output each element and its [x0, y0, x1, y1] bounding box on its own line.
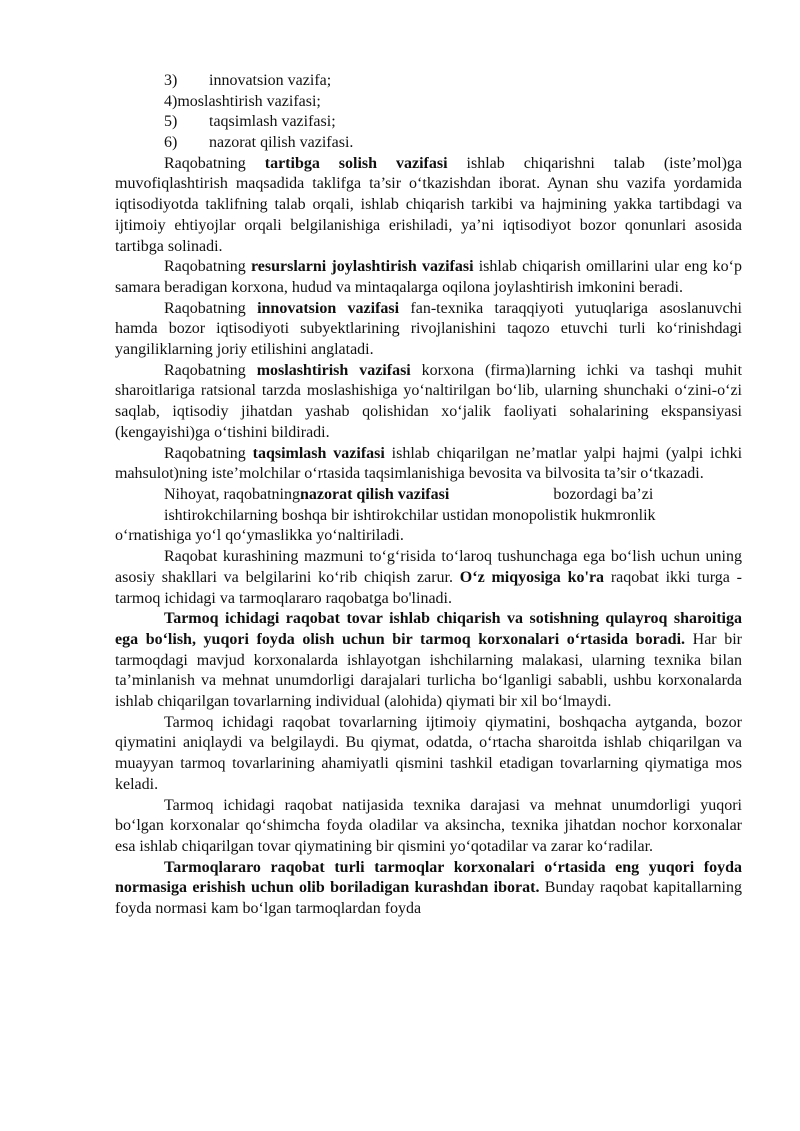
list-number: 5)	[164, 113, 178, 131]
paragraph-intra-industry: Tarmoq ichidagi raqobat tovar ishlab chiqarish va sotishning qulayroq sharoitiga ega bo‘lish, yuqori foyda olish uchun bir tarmoq korxonalari o‘rtasida boradi. Har bir tarmoqdagi mavjud korxonalarda ishlayotgan ishchilarning malakasi, ularning texnika bilan ta’minlanish va mehnat unumdorligi darajalari turlicha bo‘lganligi sababli, ushbu korxonalarda ishlab chiqarilgan tovarlarning individual (alohida) qiymati bir xil bo‘lmaydi.	[115, 610, 742, 711]
paragraph-regulation: Raqobatning tartibga solish vazifasi ishlab chiqarishni talab (iste’mol)ga muvofiqlashtirish maqsadida taklifga ta’sir o‘tkazishdan iborat. Aynan shu vazifa yordamida iqtisodiyotda taklifning talab orqali, ishlab chiqarish tarkibi va hajmining yakka tartibdagi va ijtimoiy ehtiyojlar orqali belgilanishiga erishiladi, ya’ni iqtisodiyot bozor qonunlari asosida tartibga solinadi.	[115, 154, 743, 255]
term: tartibga solish vazifasi	[264, 154, 448, 172]
term: taqsimlash vazifasi	[252, 444, 385, 462]
list-number: 6)	[164, 134, 178, 152]
paragraph-forms: Raqobat kurashining mazmuni to‘g‘risida to‘laroq tushunchaga ega bo‘lish uchun uning asosiy shakllari va belgilarini ko‘rib chiqish zarur. O‘z miqyosiga ko'ra raqobat ikki turga - tarmoq ichidagi va tarmoqlararo raqobatga bo'linadi.	[115, 548, 742, 607]
paragraph-inter-industry: Tarmoqlararo raqobat turli tarmoqlar korxonalari o‘rtasida eng yuqori foyda normasiga erishish uchun olib boriladigan kurashdan iborat. Bunday raqobat kapitallarning foyda normasi kam bo‘lgan tarmoqlardan foyda	[115, 858, 743, 918]
term: innovatsion vazifasi	[257, 299, 400, 317]
term: resurslarni joylashtirish vazifasi	[250, 258, 474, 276]
term: Tarmoqlararo raqobat turli tarmoqlar korxonalari o‘rtasida eng yuqori foyda normasiga erishish uchun olib boriladigan kurashdan iborat.	[115, 858, 742, 897]
term: Tarmoq ichidagi raqobat tovar ishlab chiqarish va sotishning qulayroq sharoitiga ega bo‘lish, yuqori foyda olish uchun bir tarmoq korxonalari o‘rtasida boradi.	[115, 610, 742, 648]
term: nazorat qilish vazifasi	[299, 486, 450, 503]
paragraph-result: Tarmoq ichidagi raqobat natijasida texnika darajasi va mehnat unumdorligi yuqori bo‘lgan korxonalar qo‘shimcha foyda oladilar va aksincha, texnika jihatdan nochor korxonalar esa ishlab chiqarilgan tovar qiymatining bir qismini yo‘qotadilar va zarar ko‘radilar.	[115, 796, 742, 855]
list-text: innovatsion vazifa;	[209, 72, 332, 89]
term: moslashtirish vazifasi	[256, 361, 411, 379]
list-number: 3)	[164, 72, 178, 89]
list-text: moslashtirish vazifasi;	[177, 92, 321, 110]
list-number: 4)	[164, 92, 178, 110]
paragraph-adaptation: Raqobatning moslashtirish vazifasi korxona (firma)larning ichki va tashqi muhit sharoitlariga ratsional tarzda moslashishiga yo‘naltirilgan bo‘lib, ularning shunchaki o‘zini-o‘zi saqlab, iqtisodiy jihatdan yashab qolishidan xo‘jalik faoliyati sohalarining ekspansiyasi (kengayishi)ga o‘tishini bildiradi.	[115, 361, 743, 441]
list-item	[115, 112, 742, 133]
list-text: taqsimlash vazifasi;	[209, 113, 336, 131]
paragraph-distribution: Raqobatning taqsimlash vazifasi ishlab chiqarilgan ne’matlar yalpi hajmi (yalpi ichki mahsulot)ning iste’molchilar o‘rtasida taqsimlanishiga bevosita va bilvosita ta’sir o‘tkazadi.	[115, 444, 743, 483]
paragraph-social-value: Tarmoq ichidagi raqobat tovarlarning ijtimoiy qiymatini, boshqacha aytganda, bozor qiymatini aniqlaydi va belgilaydi. Bu qiymat, odatda, o‘rtacha sharoitda ishlab chiqarilgan va muayyan tarmoq tovarlarining ahamiyatli qismini tashkil etadigan tovarlarning qiymatiga mos keladi.	[115, 713, 742, 793]
paragraph-resources: Raqobatning resurslarni joylashtirish vazifasi ishlab chiqarish omillarini ular eng ko‘p samara beradigan korxona, hudud va mintaqalarga oqilona joylashtirish imkonini beradi.	[115, 258, 743, 296]
list-item	[115, 92, 742, 113]
list-item	[115, 71, 742, 92]
paragraph-control: Nihoyat, raqobatning nazorat qilish vazifasi bozordagi ba’zi ishtirokchilarning boshqa bir ishtirokchilar ustidan monopolistik hukmronlik o‘rnatishiga yo‘l qo‘ymaslikka yo‘naltiriladi.	[115, 486, 656, 545]
paragraph-innovation: Raqobatning innovatsion vazifasi fan-texnika taraqqiyoti yutuqlariga asoslanuvchi hamda bozor iqtisodiyoti subyektlarining rivojlanishini taqozo etuvchi turli ko‘rinishdagi yangiliklarning joriy etilishini anglatadi.	[115, 299, 742, 359]
list-text: nazorat qilish vazifasi.	[209, 134, 354, 152]
term: O‘z miqyosiga ko'ra	[459, 568, 605, 586]
document-page	[115, 71, 742, 920]
list-item	[115, 133, 742, 154]
